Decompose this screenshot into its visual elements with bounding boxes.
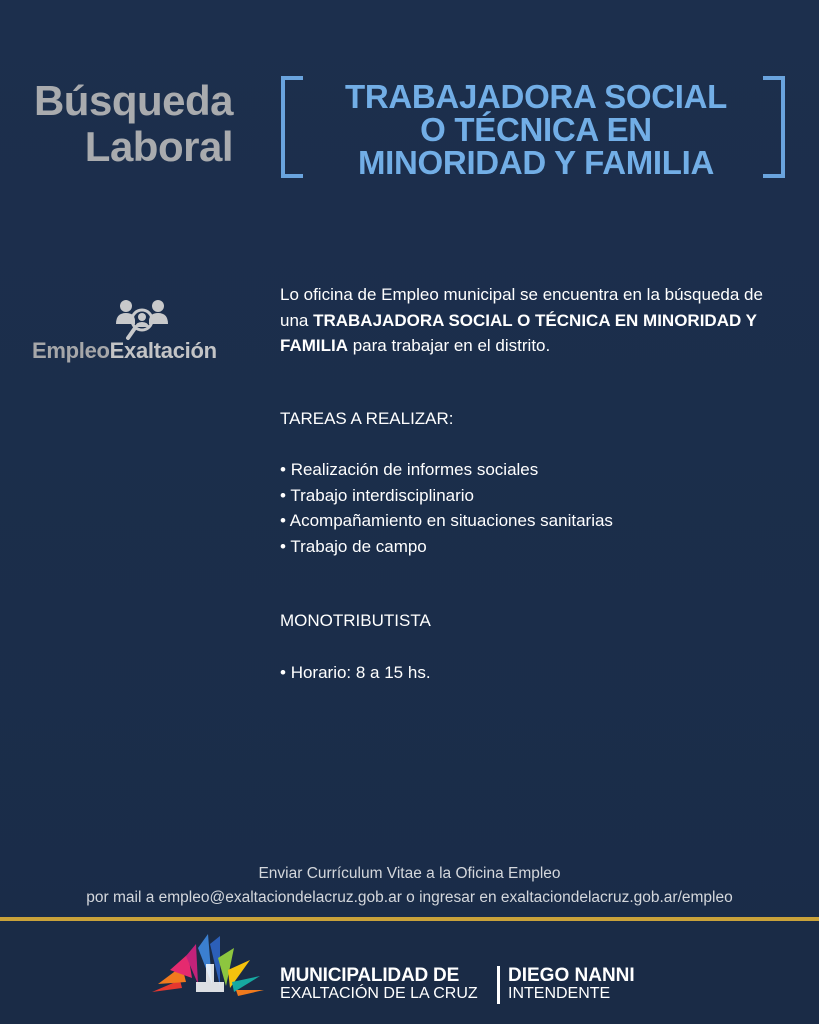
hours-item: • Horario: 8 a 15 hs. [280, 660, 431, 686]
contact-info: Enviar Currículum Vitae a la Oficina Empleo por mail a empleo@exaltaciondelacruz.gob.ar o ingresar en exaltaciondelacruz.gob.ar/empleo [86, 865, 733, 906]
list-item: • Acompañamiento en situaciones sanitarias [280, 508, 613, 534]
list-item: • Trabajo interdisciplinario [280, 483, 613, 509]
intro-bold-title: TRABAJADORA SOCIAL O TÉCNICA EN MINORIDAD Y FAMILIA [280, 310, 757, 355]
busqueda-laboral-heading: Búsqueda Laboral [33, 77, 233, 170]
municipality-subtitle: EXALTACIÓN DE LA CRUZ [280, 985, 478, 1002]
mayor-name: DIEGO NANNI [508, 965, 635, 986]
logo-text-light: Empleo [32, 338, 110, 363]
job-title: TRABAJADORA SOCIAL O TÉCNICA EN MINORIDAD Y FAMILIA [344, 78, 728, 181]
monotributista-heading: MONOTRIBUTISTA [280, 611, 431, 630]
list-item: • Trabajo de campo [280, 534, 613, 560]
municipality-name: MUNICIPALIDAD DE [280, 965, 460, 986]
footer-divider [497, 966, 500, 1004]
left-bracket [281, 76, 303, 178]
mayor-title: INTENDENTE [508, 985, 611, 1002]
municipality-logo-icon [152, 934, 272, 1006]
tasks-heading: TAREAS A REALIZAR: [280, 409, 454, 428]
list-item: • Realización de informes sociales [280, 457, 613, 483]
right-bracket [763, 76, 785, 178]
tasks-list [280, 457, 613, 559]
intro-paragraph: Lo oficina de Empleo municipal se encuentra en la búsqueda de una TRABAJADORA SOCIAL O TÉCNICA EN MINORIDAD Y FAMILIA para trabajar en el distrito. [280, 285, 763, 355]
logo-text-bold: Exaltación [109, 338, 217, 363]
